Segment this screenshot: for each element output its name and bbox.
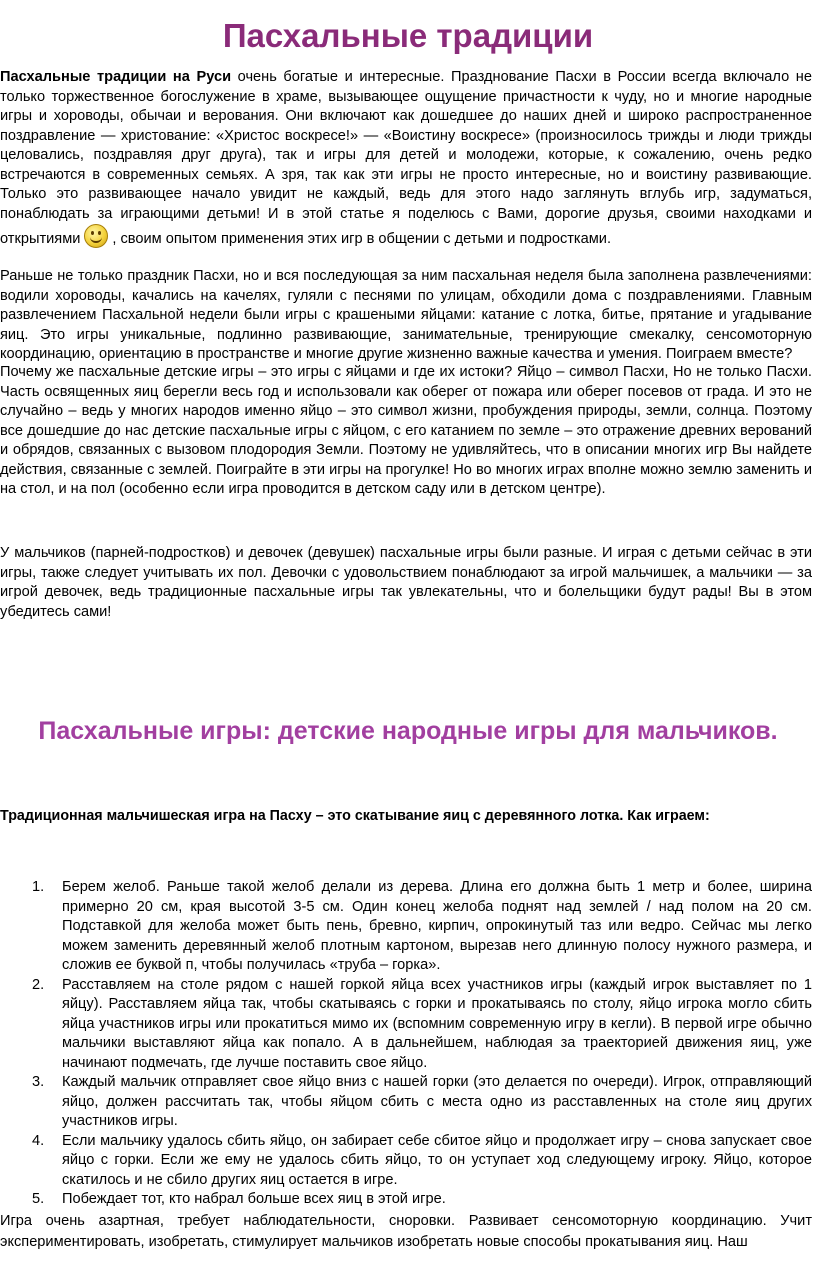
list-item-number: 4. xyxy=(32,1132,45,1149)
list-item-number: 2. xyxy=(32,976,45,993)
paragraph-1: Раньше не только праздник Пасхи, но и вся последующая за ним пасхальная неделя была заполнена развлечениями: водили хороводы, качались на качелях, гуляли с песнями по улицам, обходили дома с поздравлениями. Главным развлечением Пасхальной недели были игры с крашеными яйцами: катание с лотка, битье, прятание и угадывание яиц. Это игры уникальные, подлинно развивающие, занимательные, тренирующие смекалку, сенсомоторную координацию, ориентацию в пространстве и многие другие жизненно важные качества и умения. Поиграем вместе? xyxy=(0,268,812,362)
list-item-text: Расставляем на столе рядом с нашей горкой яйца всех участников игры (каждый игрок выставляет по 1 яйцу). Расставляем яйца так, чтобы скатываясь с горки и прокатываясь по столу, яйцо игрока могло сбить яйца участников игры или прокатиться мимо их (вспомним современную игру в кегли). В первой игре обычно мальчики выставляют яйца как попало. А в дальнейшем, наблюдая за траекторией движения яиц, уже начинают подмечать, где лучше поставить свое яйцо. xyxy=(62,976,812,1071)
intro-text-part2: , своим опытом применения этих игр в общении с детьми и подростками. xyxy=(112,231,611,247)
closing-paragraph: Игра очень азартная, требует наблюдательности, сноровки. Развивает сенсомоторную координацию. Учит экспериментировать, изобретать, стимулирует мальчиков изобретать новые способы прокатывания яиц. Наш xyxy=(0,1213,812,1250)
intro-paragraph xyxy=(0,68,812,250)
list-item-text: Каждый мальчик отправляет свое яйцо вниз с нашей горки (это делается по очереди). Игрок, отправляющий яйцо, должен рассчитать так, чтобы яйцом сбить с места одно из расставленных на столе яиц других участников игры. xyxy=(62,1074,812,1129)
section-title: Пасхальные игры: детские народные игры для мальчиков. xyxy=(38,717,778,745)
paragraph-2: Почему же пасхальные детские игры – это игры с яйцами и где их истоки? Яйцо – символ Пасхи, Но не только Пасхи. Часть освященных яиц берегли весь год и использовали как оберег от пожара или оберег посевов от града. И это не случайно – ведь у многих народов именно яйцо – это символ жизни, пробуждения природы, земли, солнца. Поэтому все дошедшие до нас детские пасхальные игры с яйцом, с его катанием по земле – это отражение древних верований и обрядов, связанных с вызовом плодородия Земли. Поэтому не удивляйтесь, что в описании многих игр Вы найдете действия, связанные с землей. Поиграйте в эти игры на прогулке! Но во многих играх вполне можно землю заменить и на стол, и на пол (особенно если игра проводится в детском саду или в детском центре). xyxy=(0,364,812,497)
list-item-number: 1. xyxy=(32,879,45,895)
list-item xyxy=(0,878,812,976)
smiley-icon xyxy=(84,224,108,248)
list-item xyxy=(0,1073,812,1132)
intro-text-part1: очень богатые и интересные. Празднование Пасхи в России всегда включало не только торжественное богослужение в храме, вызывающее ощущение причастности к чуду, но и многие народные игры и хороводы, обычаи и верования. Они включают как дошедшее до наших дней и широко распространенное поздравление — христование: «Христос воскресе!» — «Воистину воскресе» (произносилось трижды и люди трижды целовались, поздравляя друг друга), так и игры для детей и молодежи, которые, к сожалению, очень редко встречаются в современных семьях. А зря, так как эти игры не просто интересные, но и воистину развивающие. Только это развивающее начало увидит не каждый, ведь для этого надо заглянуть вглубь игр, задуматься, понаблюдать за играющими детьми! И в этой статье я поделюсь с Вами, дорогие друзья, своими находками и открытиями xyxy=(0,69,812,247)
subheading: Традиционная мальчишеская игра на Пасху – это скатывание яиц с деревянного лотка. Как играем: xyxy=(0,808,710,824)
list-item-number: 5. xyxy=(32,1191,45,1207)
list-item-text: Побеждает тот, кто набрал больше всех яиц в этой игре. xyxy=(62,1191,446,1207)
intro-lead-bold: Пасхальные традиции на Руси xyxy=(0,69,232,85)
list-item xyxy=(0,1132,812,1191)
list-item xyxy=(0,976,812,1074)
list-item xyxy=(0,1190,812,1210)
steps-list xyxy=(0,878,812,1210)
paragraph-3: У мальчиков (парней-подростков) и девочек (девушек) пасхальные игры были разные. И играя с детьми сейчас в эти игры, также следует учитывать их пол. Девочки с удовольствием понаблюдают за игрой мальчишек, а мальчики — за игрой девочек, ведь традиционные пасхальные игры так увлекательны, что и болельщики будут рады! Вы в этом убедитесь сами! xyxy=(0,545,812,620)
list-item-number: 3. xyxy=(32,1074,45,1090)
page-title: Пасхальные традиции xyxy=(222,17,594,54)
list-item-text: Если мальчику удалось сбить яйцо, он забирает себе сбитое яйцо и продолжает игру – снова запускает свое яйцо с горки. Если же ему не удалось сбить яйцо, то он уступает ход следующему игроку. Яйцо, которое скатилось и не сбило других яиц остается в игре. xyxy=(62,1132,812,1188)
list-item-text: Берем желоб. Раньше такой желоб делали из дерева. Длина его должна быть 1 метр и более, ширина примерно 20 см, края высотой 3-5 см. Один конец желоба поднят над землей / над полом на 20 см. Подставкой для желоба может быть пень, бревно, кирпич, опрокинутый таз или ведро. Сейчас мы легко можем заменить деревянный желоб плотным картоном, вырезав него длинную полосу нужного размера, и сложив ее буквой п, чтобы получилась «труба – горка». xyxy=(62,879,812,973)
